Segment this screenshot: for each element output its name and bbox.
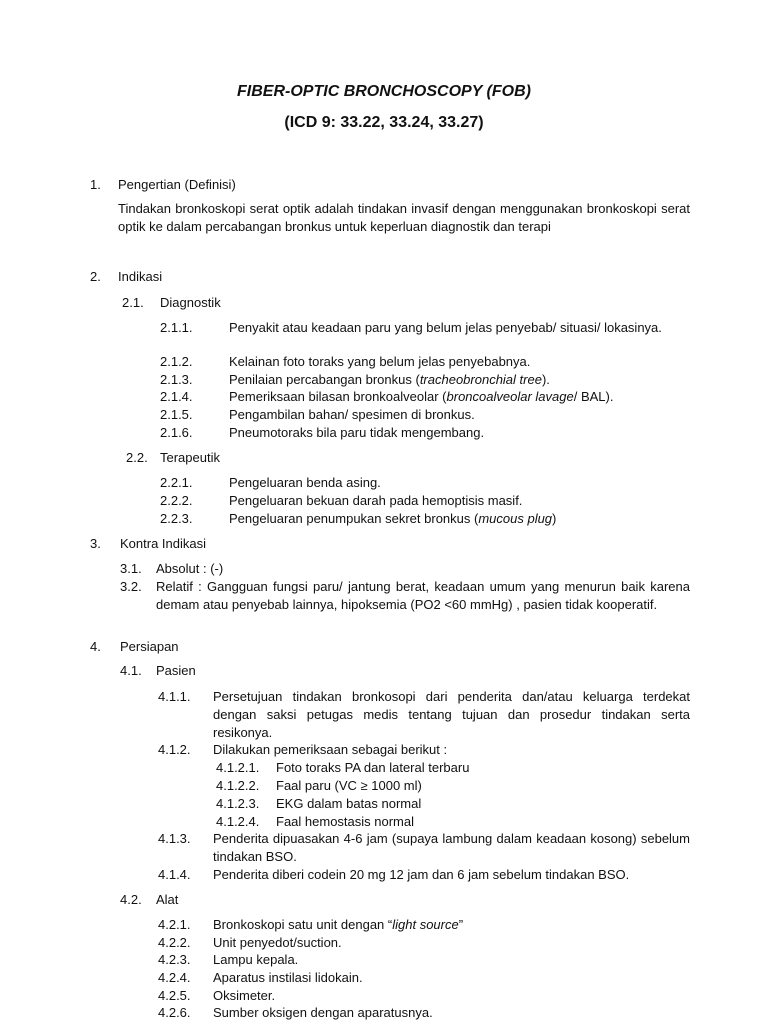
list-item-text: Pemeriksaan bilasan bronkoalveolar (broncoalveolar lavage/ BAL). [229, 389, 614, 404]
sub-item-number: 4.1.2.2. [216, 778, 260, 793]
list-item-text: Pneumotoraks bila paru tidak mengembang. [229, 425, 485, 440]
list-item-text: Aparatus instilasi lidokain. [213, 970, 363, 985]
sub-item-text: Faal paru (VC ≥ 1000 ml) [276, 778, 422, 793]
list-item-number: 4.1.3. [158, 831, 191, 846]
document-title: FIBER-OPTIC BRONCHOSCOPY (FOB) [237, 83, 531, 100]
list-item-text: Pengambilan bahan/ spesimen di bronkus. [229, 407, 475, 422]
list-item-text: Bronkoskopi satu unit dengan “light source” [213, 917, 464, 932]
list-item-number: 3.1. [120, 561, 142, 576]
list-item-number: 4.2.2. [158, 935, 191, 950]
list-item-number: 2.1.5. [160, 407, 193, 422]
section-number: 4. [90, 639, 101, 654]
sub-item-text: EKG dalam batas normal [276, 796, 422, 811]
list-item-number: 2.2.2. [160, 493, 193, 508]
sub-item-text: Faal hemostasis normal [276, 814, 414, 829]
list-item-text: Sumber oksigen dengan aparatusnya. [213, 1005, 433, 1020]
list-item-number: 3.2. [120, 579, 142, 594]
list-item-text: Lampu kepala. [213, 952, 299, 967]
sub-item-text: Foto toraks PA dan lateral terbaru [276, 760, 470, 775]
section-heading: Pengertian (Definisi) [118, 177, 236, 192]
list-item-number: 4.1.2. [158, 742, 191, 757]
sub-item-number: 4.1.2.1. [216, 760, 260, 775]
list-item-text: Pengeluaran penumpukan sekret bronkus (mucous plug) [229, 511, 557, 526]
definition-paragraph: Tindakan bronkoskopi serat optik adalah tindakan invasif dengan menggunakan bronkoskopi serat optik ke dalam percabangan bronkus untuk keperluan diagnostik dan terapi [118, 201, 690, 234]
list-item-number: 2.1.4. [160, 389, 193, 404]
list-item-number: 4.2.3. [158, 952, 191, 967]
list-item-text: Unit penyedot/suction. [213, 935, 342, 950]
list-item-text: Pengeluaran benda asing. [229, 475, 381, 490]
list-item-number: 2.2.1. [160, 475, 193, 490]
list-item-text: Persetujuan tindakan bronkosopi dari penderita dan/atau keluarga terdekat dengan saksi petugas medis tentang tujuan dan prosedur tindakan serta resikonya. [213, 689, 690, 740]
list-item-number: 2.1.6. [160, 425, 193, 440]
list-item-number: 4.2.1. [158, 917, 191, 932]
list-item-number: 2.1.1. [160, 320, 193, 335]
subsection-number: 2.1. [122, 295, 144, 310]
section-heading: Indikasi [118, 269, 163, 284]
list-item-text: Penderita diberi codein 20 mg 12 jam dan 6 jam sebelum tindakan BSO. [213, 867, 630, 882]
section-number: 2. [90, 269, 101, 284]
list-item-number: 4.1.4. [158, 867, 191, 882]
subsection-number: 4.2. [120, 892, 142, 907]
list-item-text: Oksimeter. [213, 988, 276, 1003]
list-item-text: Kelainan foto toraks yang belum jelas penyebabnya. [229, 354, 531, 369]
list-item-text: Dilakukan pemeriksaan sebagai berikut : [213, 742, 448, 757]
italic-term: tracheobronchial tree [419, 372, 542, 387]
list-item-text: Pengeluaran bekuan darah pada hemoptisis masif. [229, 493, 523, 508]
list-item-number: 2.2.3. [160, 511, 193, 526]
list-item-number: 4.2.4. [158, 970, 191, 985]
document-subtitle: (ICD 9: 33.22, 33.24, 33.27) [284, 114, 484, 131]
list-item-number: 2.1.2. [160, 354, 193, 369]
list-item-number: 2.1.3. [160, 372, 193, 387]
list-item-text: Absolut : (-) [156, 561, 224, 576]
section-heading: Kontra Indikasi [120, 536, 206, 551]
list-item-text: Penyakit atau keadaan paru yang belum jelas penyebab/ situasi/ lokasinya. [229, 320, 662, 335]
section-number: 1. [90, 177, 101, 192]
italic-term: broncoalveolar lavage [446, 389, 574, 404]
list-item-text: Relatif : Gangguan fungsi paru/ jantung berat, keadaan umum yang menurun baik karena demam atau penyebab lainnya, hipoksemia (PO2 <60 mmHg) , pasien tidak kooperatif. [156, 579, 690, 612]
list-item-text: Penderita dipuasakan 4-6 jam (supaya lambung dalam keadaan kosong) sebelum tindakan BSO. [213, 831, 690, 864]
subsection-number: 2.2. [126, 450, 148, 465]
section-number: 3. [90, 536, 101, 551]
subsection-heading: Terapeutik [160, 450, 220, 465]
subsection-heading: Alat [156, 892, 179, 907]
sub-item-number: 4.1.2.4. [216, 814, 260, 829]
italic-term: mucous plug [478, 511, 553, 526]
section-heading: Persiapan [120, 639, 179, 654]
list-item-number: 4.2.6. [158, 1005, 191, 1020]
list-item-number: 4.2.5. [158, 988, 191, 1003]
subsection-number: 4.1. [120, 663, 142, 678]
list-item-number: 4.1.1. [158, 689, 191, 704]
subsection-heading: Diagnostik [160, 295, 221, 310]
subsection-heading: Pasien [156, 663, 196, 678]
italic-term: light source [392, 917, 459, 932]
sub-item-number: 4.1.2.3. [216, 796, 260, 811]
list-item-text: Penilaian percabangan bronkus (tracheobronchial tree). [229, 372, 550, 387]
